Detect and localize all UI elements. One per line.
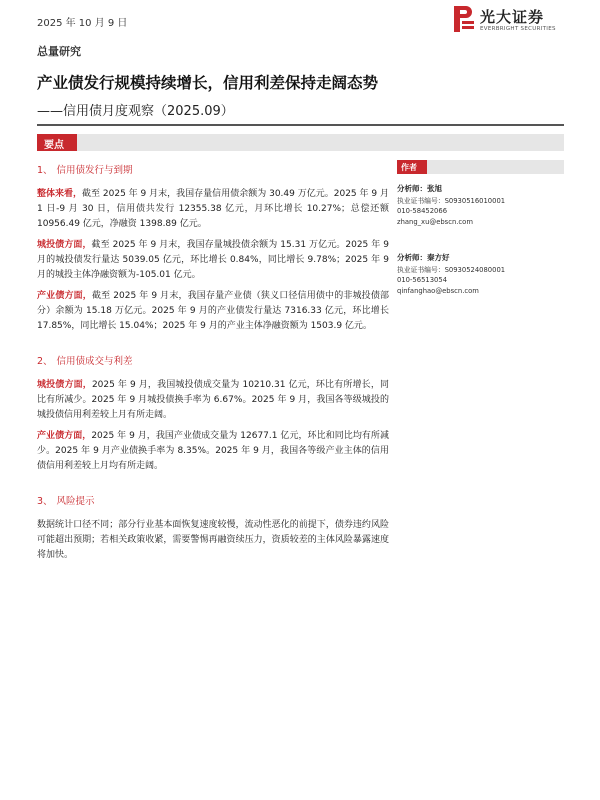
section-issuance — [37, 163, 389, 334]
section-heading — [37, 494, 389, 509]
section-number: 2、 — [37, 356, 53, 367]
title-divider — [37, 124, 564, 126]
author-email[interactable]: zhang_xu@ebscn.com — [397, 217, 473, 226]
section-number: 1、 — [37, 165, 53, 176]
report-date: 2025 年 10 月 9 日 — [37, 18, 128, 29]
paragraph-urban-bonds — [37, 238, 389, 283]
paragraph-lead: 产业债方面， — [37, 291, 92, 301]
paragraph-lead: 城投债方面， — [37, 380, 92, 390]
paragraph-risk — [37, 518, 389, 563]
author-phone: 010-56513054 — [397, 276, 448, 284]
paragraph-text: 2025 年 9 月，我国产业债成交量为 12677.1 亿元，环比和同比均有所减少。2025 年 9 月产业债换手率为 8.35%。2025 年 9 月，我国各等级产业主体的信用债信用利差较上月均有所走阔。 — [37, 431, 389, 471]
paragraph-overall — [37, 187, 389, 232]
brand-name-cn: 光大证券 — [480, 8, 545, 26]
report-title: 产业债发行规模持续增长，信用利差保持走阔态势 — [37, 74, 379, 92]
author-card — [397, 253, 564, 296]
summary-label: 要点 — [44, 140, 64, 151]
paragraph-industrial-bonds — [37, 289, 389, 334]
section-title: 信用债发行与到期 — [56, 165, 133, 176]
author-name: 分析师：张旭 — [397, 184, 442, 193]
section-risk — [37, 494, 389, 563]
author-name: 分析师：秦方好 — [397, 253, 450, 262]
section-number: 3、 — [37, 496, 53, 507]
section-heading — [37, 163, 389, 178]
section-title: 风险提示 — [56, 496, 95, 507]
report-subtitle: ——信用债月度观察（2025.09） — [37, 104, 234, 119]
section-trading — [37, 354, 389, 474]
paragraph-lead: 整体来看， — [37, 189, 83, 199]
author-sidebar — [397, 160, 564, 296]
author-cert: 执业证书编号：S0930516010001 — [397, 196, 506, 205]
paragraph-text: 截至 2025 年 9 月末，我国存量产业债（狭义口径信用债中的非城投债部分）余额为 15.18 万亿元。2025 年 9 月的产业债发行量达 7316.33 亿元，环比增长 17.85%，同比增长 15.04%；2025 年 9 月的产业主体净融资额为 1503.9 亿元。 — [37, 291, 389, 331]
author-label: 作者 — [401, 163, 417, 172]
author-email[interactable]: qinfanghao@ebscn.com — [397, 286, 479, 295]
paragraph-lead: 产业债方面， — [37, 431, 92, 441]
paragraph-text: 2025 年 9 月，我国城投债成交量为 10210.31 亿元，环比有所增长，同比有所减少。2025 年 9 月城投债换手率为 6.67%。2025 年 9 月，我国各等级城投的城投债信用利差较上月有所走阔。 — [37, 380, 389, 420]
paragraph-lead: 城投债方面， — [37, 240, 92, 250]
brand-logo — [452, 4, 572, 38]
author-bar — [397, 160, 564, 174]
section-heading — [37, 354, 389, 369]
summary-bar — [37, 134, 564, 151]
author-cert: 执业证书编号：S0930524080001 — [397, 265, 506, 274]
paragraph-text: 截至 2025 年 9 月末，我国存量信用债余额为 30.49 万亿元。2025 年 9 月 1 日-9 月 30 日，信用债共发行 12355.38 亿元，月环比增长 10.27%；总偿还额 10956.49 亿元，净融资 1398.89 亿元。 — [37, 189, 389, 229]
section-title: 信用债成交与利差 — [56, 356, 133, 367]
summary-body — [37, 163, 389, 569]
brand-name-en: EVERBRIGHT SECURITIES — [480, 26, 556, 32]
paragraph-industrial-trading — [37, 429, 389, 474]
everbright-logo-icon — [452, 4, 476, 34]
paragraph-urban-trading — [37, 378, 389, 423]
report-category: 总量研究 — [37, 45, 81, 58]
author-card — [397, 184, 564, 227]
paragraph-text: 数据统计口径不同；部分行业基本面恢复速度较慢，流动性恶化的前提下，债券违约风险可能超出预期；若相关政策收紧，需要警惕再融资续压力，资质较差的主体风险暴露速度将加快。 — [37, 520, 389, 560]
paragraph-text: 截至 2025 年 9 月末，我国存量城投债余额为 15.31 万亿元。2025 年 9 月的城投债发行量达 5039.05 亿元，环比增长 0.84%，同比增长 9.78%；2025 年 9 月的城投主体净融资额为-105.01 亿元。 — [37, 240, 389, 280]
author-tab — [397, 160, 427, 174]
author-phone: 010-58452066 — [397, 207, 448, 215]
summary-tab — [37, 134, 77, 151]
